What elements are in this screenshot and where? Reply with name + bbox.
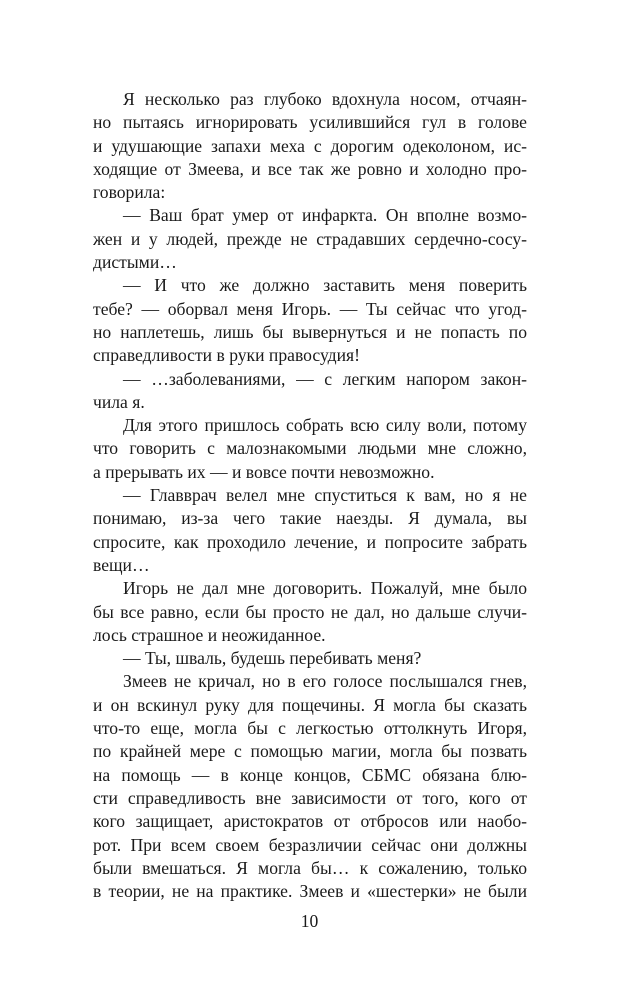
- text-line: понимаю, из-за чего такие наезды. Я думала, вы: [93, 508, 527, 529]
- text-line: были вмешаться. Я могла бы… к сожалению, только: [93, 857, 527, 878]
- text-line: но пытаясь игнорировать усилившийся гул в голове: [93, 112, 527, 133]
- text-line: что говорить с малознакомыми людьми мне сложно,: [93, 438, 527, 459]
- text-line: справедливости в руки правосудия!: [93, 345, 360, 366]
- text-line: — И что же должно заставить меня поверить: [123, 275, 527, 296]
- text-line: но наплетешь, лишь бы вывернуться и не попасть по: [93, 321, 527, 342]
- text-line: рот. При всем своем безразличии сейчас они должны: [93, 834, 527, 855]
- text-line: и он вскинул руку для пощечины. Я могла бы сказать: [93, 694, 527, 715]
- text-line: говорила:: [93, 182, 166, 203]
- text-line: что-то еще, могла бы с легкостью оттолкнуть Игоря,: [93, 718, 527, 739]
- text-line: Игорь не дал мне договорить. Пожалуй, мне было: [123, 578, 527, 599]
- text-line: Для этого пришлось собрать всю силу воли, потому: [123, 415, 527, 436]
- text-line: — Главврач велел мне спуститься к вам, но я не: [123, 485, 527, 506]
- text-line: и удушающие запахи меха с дорогим одеколоном, ис-: [93, 135, 527, 156]
- text-line: на помощь — в конце концов, СБМС обязана блю-: [93, 764, 527, 785]
- text-line: бы все равно, если бы просто не дал, но дальше случи-: [93, 601, 527, 622]
- text-line: Я несколько раз глубоко вдохнула носом, отчаян-: [123, 89, 527, 109]
- text-line: жен и у людей, прежде не страдавших сердечно-сосу-: [93, 228, 527, 249]
- text-line: лось страшное и неожиданное.: [93, 624, 326, 645]
- text-line: а прерывать их — и вовсе почти невозможно.: [93, 461, 435, 482]
- text-line: вещи…: [93, 554, 150, 575]
- text-line: тебе? — оборвал меня Игорь. — Ты сейчас что угод-: [93, 298, 527, 319]
- text-line: — …заболеваниями, — с легким напором закон-: [123, 368, 527, 389]
- text-line: Змеев не кричал, но в его голосе послышался гнев,: [123, 671, 527, 692]
- text-line: кого защищает, аристократов от отбросов или наобо-: [93, 811, 527, 832]
- text-line: спросите, как проходило лечение, и попросите забрать: [93, 531, 527, 552]
- text-line: в теории, не на практике. Змеев и «шестерки» не были: [93, 881, 527, 902]
- text-line: по крайней мере с помощью магии, могла бы позвать: [93, 741, 527, 762]
- text-line: сти справедливость вне зависимости от того, кого от: [93, 787, 527, 808]
- text-line: чила я.: [93, 391, 145, 412]
- text-line: ходящие от Змеева, и все так же ровно и холодно про-: [93, 158, 527, 179]
- page-number: 10: [300, 911, 319, 931]
- text-line: — Ты, шваль, будешь перебивать меня?: [123, 648, 422, 669]
- page-body: [93, 88, 527, 903]
- text-line: дистыми…: [93, 252, 177, 273]
- text-line: — Ваш брат умер от инфаркта. Он вполне возмо-: [123, 205, 527, 226]
